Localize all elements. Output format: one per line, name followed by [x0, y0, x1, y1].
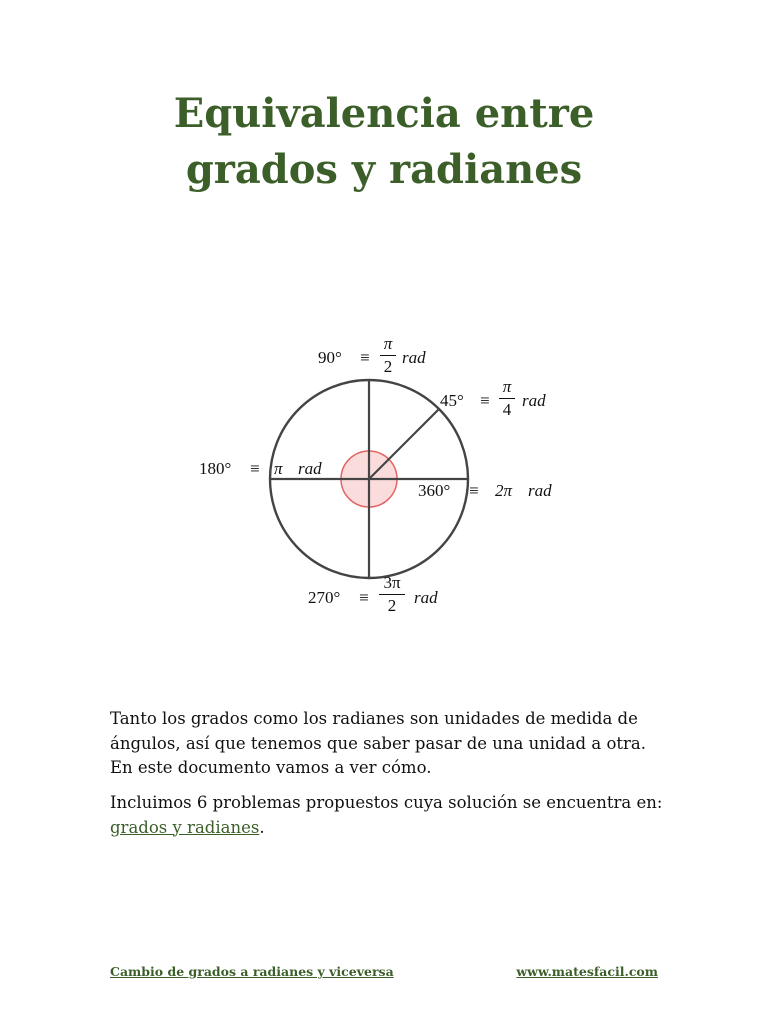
label-90-unit: rad — [402, 348, 426, 367]
label-90-eq: ≡ — [360, 348, 370, 367]
label-45-denominator: 4 — [502, 400, 512, 419]
problems-paragraph-text: Incluimos 6 problemas propuestos cuya solución se encuentra en: — [110, 793, 663, 812]
label-270-fraction — [379, 573, 405, 616]
intro-paragraph: Tanto los grados como los radianes son unidades de medida de ángulos, así que tenemos que saber pasar de una unidad a otra. En este documento vamos a ver cómo. — [110, 709, 646, 777]
label-270-deg: 270° — [308, 588, 341, 607]
label-360-unit: rad — [528, 481, 552, 500]
label-360-deg: 360° — [418, 481, 451, 500]
label-45-numerator: π — [502, 377, 512, 396]
fraction-bar — [380, 355, 396, 356]
label-45-eq: ≡ — [480, 391, 490, 410]
label-90-denominator: 2 — [383, 357, 393, 376]
label-45-unit: rad — [522, 391, 546, 410]
title-line-2: grados y radianes — [185, 146, 583, 193]
label-180-unit: rad — [298, 459, 322, 478]
label-360-eq: ≡ — [469, 481, 479, 500]
label-90-deg: 90° — [318, 348, 342, 367]
diagonal-45-radius — [369, 409, 439, 479]
fraction-bar — [499, 398, 515, 399]
grados-radianes-link[interactable]: grados y radianes — [110, 817, 260, 837]
label-180-value: π — [274, 459, 283, 478]
label-45-fraction — [499, 377, 515, 420]
label-45-deg: 45° — [440, 391, 464, 410]
label-270-denominator: 2 — [387, 596, 397, 615]
label-90-fraction — [380, 334, 396, 377]
label-360-value: 2π — [495, 481, 513, 500]
problems-paragraph — [110, 791, 670, 840]
label-90-numerator: π — [383, 334, 393, 353]
label-270-eq: ≡ — [359, 588, 369, 607]
footer-document-title[interactable]: Cambio de grados a radianes y viceversa — [110, 964, 394, 979]
footer-website-link[interactable]: www.matesfacil.com — [516, 964, 658, 979]
problems-paragraph-end: . — [259, 817, 265, 837]
fraction-bar — [379, 594, 405, 595]
label-270-numerator: 3π — [383, 573, 401, 592]
title-line-1: Equivalencia entre — [173, 90, 595, 137]
label-180-deg: 180° — [199, 459, 232, 478]
label-180-eq: ≡ — [250, 459, 260, 478]
label-270-unit: rad — [414, 588, 438, 607]
